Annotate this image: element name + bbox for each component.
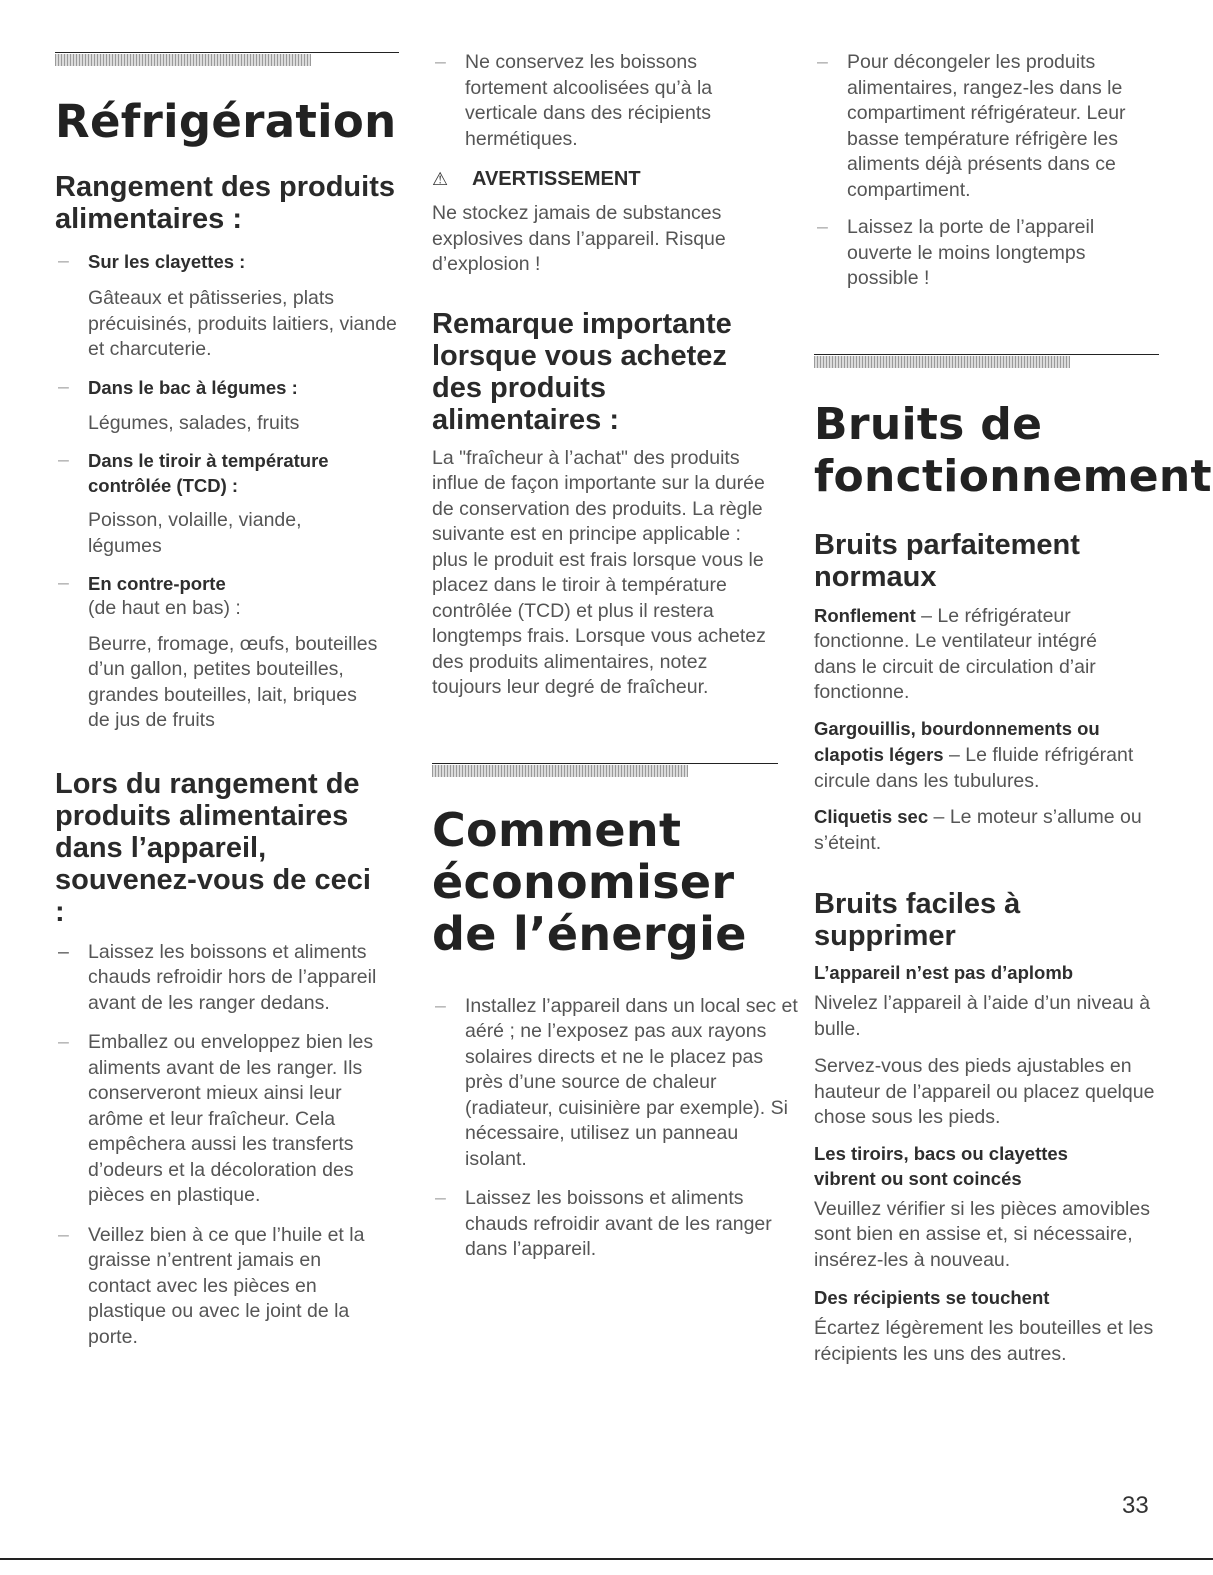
section-title-energy: Comment économiser de l’énergie	[432, 802, 747, 961]
storage-label: Dans le tiroir à température contrôlée (TCD) :	[88, 450, 329, 496]
fix-text: Veuillez vérifier si les pièces amovibles sont bien en assise et, si nécessaire, insérez-les à nouveau.	[814, 1197, 1150, 1271]
storage-label: Dans le bac à légumes :	[88, 376, 298, 398]
fix-lead: Des récipients se touchent	[814, 1287, 1050, 1308]
energy-text: Installez l’appareil dans un local sec et aéré ; ne l’exposez pas aux rayons solaires directs et ne le placez pas près d’une source de chaleur (radiateur, cuisinière par exemple). Si nécessaire, utilisez un panneau isolant.	[465, 994, 798, 1170]
fix-lead: Les tiroirs, bacs ou clayettes vibrent ou sont coincés	[814, 1142, 1068, 1189]
storage-sub: (de haut en bas) :	[88, 597, 241, 619]
warning-text: Ne stockez jamais de substances explosives dans l’appareil. Risque d’explosion !	[432, 202, 726, 275]
warning-header	[432, 168, 782, 191]
noise-lead: Cliquetis sec	[814, 806, 929, 827]
page-number: 33	[1122, 1492, 1149, 1519]
alcohol-item: – Ne conservez les boissons fortement alcoolisées qu’à la verticale dans des récipients hermétiques.	[432, 50, 765, 152]
energy-text: Laissez les boissons et aliments chauds refroidir avant de les ranger dans l’appareil.	[465, 1187, 772, 1260]
storage-label: Sur les clayettes :	[88, 251, 246, 272]
storage-text: Légumes, salades, fruits	[88, 411, 300, 434]
section-rule	[55, 52, 399, 69]
fix-text: Nivelez l’appareil à l’aide d’un niveau à bulle.	[814, 992, 1151, 1040]
noise-item	[814, 716, 1159, 795]
note-heading: Remarque importante lorsque vous achetez des produits alimentaires :	[432, 307, 732, 436]
storage-item: – Dans le bac à légumes : Légumes, salades, fruits	[55, 375, 405, 437]
section-title-refrigeration: Réfrigération	[55, 95, 397, 148]
noise-item	[814, 603, 1144, 706]
noise-text: – Le réfrigérateur fonctionne. Le ventilateur intégré dans le circuit de circulation d’air fonctionne.	[814, 604, 1097, 703]
section-rule	[814, 354, 1159, 371]
storage-label: En contre-porte	[88, 573, 226, 594]
fixable-noises-list	[814, 960, 1164, 1367]
storage-item: – Dans le tiroir à température contrôlée (TCD) : Poisson, volaille, viande, légumes	[55, 448, 405, 559]
fix-lead: L’appareil n’est pas d’aplomb	[814, 962, 1074, 983]
section-title-noises: Bruits de fonctionnement	[814, 398, 1212, 502]
storage-text: Gâteaux et pâtisseries, plats précuisinés, produits laitiers, viande et charcuterie.	[88, 287, 397, 360]
normal-noises-heading: Bruits parfaitement normaux	[814, 528, 1080, 593]
fix-block	[814, 960, 1164, 1131]
fix-text: Servez-vous des pieds ajustables en hauteur de l’appareil ou placez quelque chose sous les pieds.	[814, 1055, 1155, 1128]
storage-item: – En contre-porte (de haut en bas) : Beurre, fromage, œufs, bouteilles d’un gallon, petites bouteilles, grandes bouteilles, lait, briques de jus de fruits	[55, 571, 405, 734]
storage-text: Poisson, volaille, viande, légumes	[88, 509, 302, 557]
noise-lead: Gargouillis, bourdonnements ou clapotis légers	[814, 717, 1100, 765]
noise-text: – Le fluide réfrigérant circule dans les tubulures.	[814, 744, 1134, 792]
noise-item	[814, 804, 1149, 856]
remember-item: – Veillez bien à ce que l’huile et la graisse n’entrent jamais en contact avec les pièces en plastique ou avec le joint de la porte.	[55, 1223, 378, 1351]
energy-item: – Installez l’appareil dans un local sec et aéré ; ne l’exposez pas aux rayons solaires directs et ne le placez pas près d’une source de chaleur (radiateur, cuisinière par exemple). Si nécessaire, utilisez un panneau isolant.	[432, 994, 800, 1173]
remember-text: Veillez bien à ce que l’huile et la graisse n’entrent jamais en contact avec les pièces en plastique ou avec le joint de la porte.	[88, 1223, 365, 1348]
energy-item: – Laissez les boissons et aliments chauds refroidir avant de les ranger dans l’appareil.	[432, 1186, 800, 1263]
column-3	[814, 0, 1212, 1367]
warning-triangle-icon: ⚠	[432, 169, 449, 189]
door-item: – Laissez la porte de l’appareil ouverte le moins longtemps possible !	[814, 215, 1147, 292]
remember-text: Laissez les boissons et aliments chauds refroidir hors de l’appareil avant de les ranger dedans.	[88, 940, 377, 1014]
fixable-noises-heading: Bruits faciles à supprimer	[814, 888, 1021, 952]
storage-item: – Sur les clayettes : Gâteaux et pâtisseries, plats précuisinés, produits laitiers, viande et charcuterie.	[55, 249, 405, 363]
storage-list	[55, 249, 405, 734]
remember-item: – Laissez les boissons et aliments chauds refroidir hors de l’appareil avant de les ranger dedans.	[55, 940, 405, 1017]
remember-text: Emballez ou enveloppez bien les aliments avant de les ranger. Ils conserveront mieux ainsi leur arôme et leur fraîcheur. Cela empêchera aussi les transferts d’odeurs et la décoloration des pièces en plastique.	[88, 1031, 374, 1206]
energy-list	[432, 994, 798, 1263]
thaw-item: – Pour décongeler les produits alimentaires, rangez-les dans le compartiment réfrigérateur. Leur basse température réfrigère les aliments déjà présents dans ce compartiment.	[814, 50, 1177, 203]
thaw-list	[814, 50, 1164, 292]
fix-block	[814, 1285, 1164, 1367]
column-2	[432, 0, 798, 1263]
alcohol-text: Ne conservez les boissons fortement alcoolisées qu’à la verticale dans des récipients hermétiques.	[465, 51, 713, 150]
thaw-text: Pour décongeler les produits alimentaires, rangez-les dans le compartiment réfrigérateur. Leur basse température réfrigère les aliments déjà présents dans ce compartiment.	[847, 51, 1126, 201]
fix-text: Écartez légèrement les bouteilles et les récipients les uns des autres.	[814, 1317, 1154, 1365]
remember-item: – Emballez ou enveloppez bien les aliments avant de les ranger. Ils conserveront mieux ainsi leur arôme et leur fraîcheur. Cela empêchera aussi les transferts d’odeurs et la décoloration des pièces en plastique.	[55, 1030, 378, 1209]
storage-heading: Rangement des produits alimentaires :	[55, 171, 395, 235]
note-text: La "fraîcheur à l’achat" des produits influe de façon importante sur la durée de conservation des produits. La règle suivante est en principe applicable : plus le produit est frais lorsque vous le placez dans le tiroir à température contrôlée (TCD) et plus il restera longtemps frais. Lorsque vous achetez des produits alimentaires, notez toujours leur degré de fraîcheur.	[432, 446, 766, 698]
bottom-rule	[0, 1558, 1213, 1560]
noise-lead: Ronflement	[814, 604, 916, 626]
section-rule	[432, 763, 778, 780]
remember-list	[55, 940, 405, 1351]
normal-noises-list	[814, 603, 1164, 857]
remember-heading: Lors du rangement de produits alimentaires dans l’appareil, souvenez-vous de ceci :	[55, 767, 371, 928]
door-text: Laissez la porte de l’appareil ouverte le moins longtemps possible !	[847, 216, 1095, 289]
fix-block	[814, 1141, 1164, 1274]
warning-label: AVERTISSEMENT	[472, 168, 641, 190]
noise-text: – Le moteur s’allume ou s’éteint.	[814, 806, 1142, 854]
storage-text: Beurre, fromage, œufs, bouteilles d’un gallon, petites bouteilles, grandes bouteilles, lait, briques de jus de fruits	[88, 632, 378, 731]
column-1	[55, 0, 405, 1350]
